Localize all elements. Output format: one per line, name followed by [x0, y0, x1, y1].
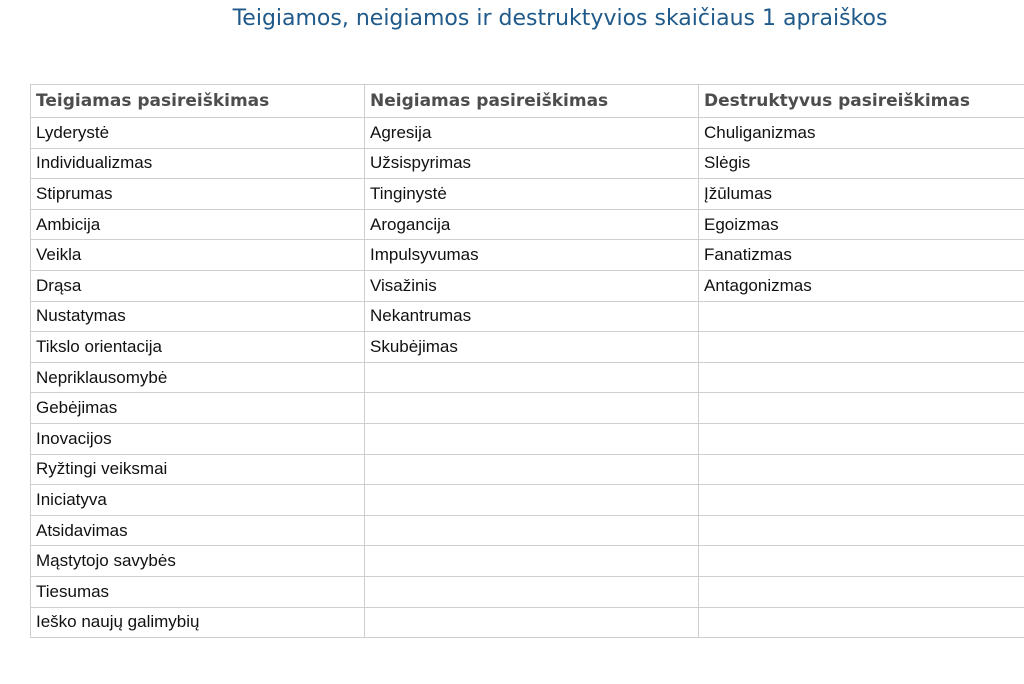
cell-positive: Gebėjimas [31, 393, 365, 424]
cell-destructive [699, 485, 1024, 516]
cell-positive: Tikslo orientacija [31, 332, 365, 363]
cell-positive: Ieško naujų galimybių [31, 607, 365, 638]
table-body [31, 118, 1024, 638]
table-container [30, 84, 1024, 654]
cell-negative [365, 454, 699, 485]
cell-destructive: Antagonizmas [699, 270, 1024, 301]
cell-destructive: Fanatizmas [699, 240, 1024, 271]
cell-destructive [699, 454, 1024, 485]
cell-negative: Tinginystė [365, 179, 699, 210]
cell-negative: Užsispyrimas [365, 148, 699, 179]
cell-destructive [699, 393, 1024, 424]
table-row [31, 240, 1024, 271]
table-row [31, 515, 1024, 546]
table-row [31, 607, 1024, 638]
table-row [31, 454, 1024, 485]
table-header-row [31, 85, 1024, 118]
table-row [31, 209, 1024, 240]
cell-negative: Skubėjimas [365, 332, 699, 363]
cell-negative: Agresija [365, 118, 699, 149]
cell-negative [365, 485, 699, 516]
cell-negative: Impulsyvumas [365, 240, 699, 271]
cell-positive: Inovacijos [31, 423, 365, 454]
table-row [31, 148, 1024, 179]
cell-destructive [699, 301, 1024, 332]
cell-destructive [699, 515, 1024, 546]
cell-destructive: Įžūlumas [699, 179, 1024, 210]
table-row [31, 179, 1024, 210]
cell-negative [365, 423, 699, 454]
cell-destructive [699, 607, 1024, 638]
cell-positive: Lyderystė [31, 118, 365, 149]
cell-positive: Ambicija [31, 209, 365, 240]
cell-positive: Nustatymas [31, 301, 365, 332]
cell-destructive: Slėgis [699, 148, 1024, 179]
table-row [31, 485, 1024, 516]
cell-negative [365, 546, 699, 577]
cell-negative: Nekantrumas [365, 301, 699, 332]
cell-positive: Tiesumas [31, 576, 365, 607]
header-positive: Teigiamas pasireiškimas [31, 85, 365, 118]
cell-destructive [699, 546, 1024, 577]
cell-negative: Visažinis [365, 270, 699, 301]
cell-destructive [699, 332, 1024, 363]
table-row [31, 270, 1024, 301]
cell-negative [365, 607, 699, 638]
cell-negative [365, 393, 699, 424]
table-row [31, 362, 1024, 393]
table-row [31, 576, 1024, 607]
cell-positive: Individualizmas [31, 148, 365, 179]
cell-destructive: Egoizmas [699, 209, 1024, 240]
cell-positive: Stiprumas [31, 179, 365, 210]
page-title: Teigiamos, neigiamos ir destruktyvios skaičiaus 1 apraiškos [232, 6, 888, 31]
table-row [31, 332, 1024, 363]
cell-destructive [699, 576, 1024, 607]
cell-positive: Veikla [31, 240, 365, 271]
cell-negative [365, 576, 699, 607]
cell-negative [365, 515, 699, 546]
cell-negative: Arogancija [365, 209, 699, 240]
cell-positive: Atsidavimas [31, 515, 365, 546]
cell-destructive [699, 423, 1024, 454]
cell-positive: Mąstytojo savybės [31, 546, 365, 577]
cell-destructive [699, 362, 1024, 393]
cell-destructive: Chuliganizmas [699, 118, 1024, 149]
table-row [31, 301, 1024, 332]
manifestations-table [30, 84, 1024, 638]
cell-positive: Drąsa [31, 270, 365, 301]
cell-positive: Iniciatyva [31, 485, 365, 516]
table-row [31, 423, 1024, 454]
cell-positive: Ryžtingi veiksmai [31, 454, 365, 485]
table-row [31, 393, 1024, 424]
table-row [31, 546, 1024, 577]
header-destructive: Destruktyvus pasireiškimas [699, 85, 1024, 118]
cell-positive: Nepriklausomybė [31, 362, 365, 393]
header-negative: Neigiamas pasireiškimas [365, 85, 699, 118]
cell-negative [365, 362, 699, 393]
table-row [31, 118, 1024, 149]
